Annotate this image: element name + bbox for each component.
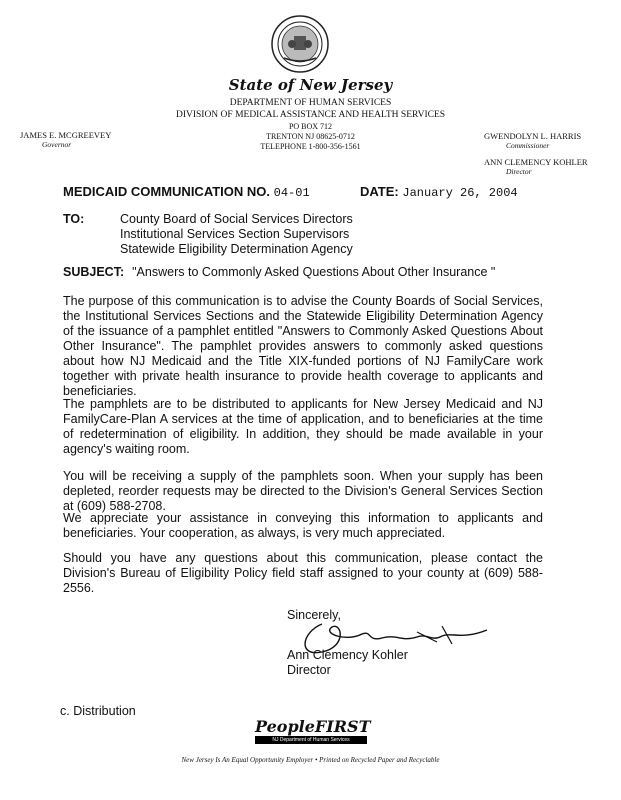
governor-name: JAMES E. MCGREEVEY xyxy=(20,130,112,140)
recipient: County Board of Social Services Directors xyxy=(120,212,353,226)
signer-name: Ann Clemency Kohler xyxy=(287,648,408,662)
commissioner-title: Commissioner xyxy=(506,140,550,150)
to-label: TO: xyxy=(63,212,85,226)
director-title: Director xyxy=(506,166,532,176)
communication-label: MEDICAID COMMUNICATION NO. xyxy=(63,184,271,199)
department-name: DEPARTMENT OF HUMAN SERVICES xyxy=(229,98,392,108)
footer: New Jersey Is An Equal Opportunity Employer • Printed on Recycled Paper and Recyclable xyxy=(181,756,440,764)
division-name: DIVISION OF MEDICAL ASSISTANCE AND HEALTH SERVICES xyxy=(175,110,446,120)
recipient: Statewide Eligibility Determination Agency xyxy=(120,242,353,256)
date-value: January 26, 2004 xyxy=(402,186,518,200)
body-paragraph: We appreciate your assistance in conveying this information to applicants and beneficiaries. Your cooperation, as always, is very much appreciated. xyxy=(63,511,543,540)
body-paragraph: Should you have any questions about this communication, please contact the Division's Bureau of Eligibility Policy field staff assigned to your county at (609) 588-2556. xyxy=(63,551,543,595)
distribution-note: c. Distribution xyxy=(60,704,136,718)
body-paragraph: The purpose of this communication is to advise the County Boards of Social Services, the Institutional Services Sections and the Statewide Eligibility Determination Agency of the issuance of a pamphlet entitled "Answers to Commonly Asked Questions About Other Insurance". The pamphlet provides answers to commonly asked questions about how NJ Medicaid and the Title XIX-funded portions of NJ FamilyCare work together with private health insurance to provide health coverage to applicants and beneficiaries. xyxy=(63,294,543,398)
date-line xyxy=(360,184,518,200)
people-first-logo xyxy=(255,717,371,748)
logo-sub: NJ Department of Human Services xyxy=(255,737,367,744)
to-recipients xyxy=(120,212,353,257)
governor-block xyxy=(20,131,111,149)
communication-number xyxy=(63,184,310,200)
city: TRENTON NJ 08625-0712 xyxy=(266,132,355,141)
director-name: ANN CLEMENCY KOHLER xyxy=(484,157,588,167)
recipient: Institutional Services Section Supervisors xyxy=(120,227,350,241)
logo-main: PeopleFIRST xyxy=(255,717,371,736)
subject-label: SUBJECT: xyxy=(63,265,125,279)
subject-text: "Answers to Commonly Asked Questions About Other Insurance " xyxy=(132,265,496,279)
commissioner-block xyxy=(484,132,581,150)
date-label: DATE: xyxy=(360,184,399,199)
commissioner-name: GWENDOLYN L. HARRIS xyxy=(484,131,582,141)
governor-title: Governor xyxy=(42,139,72,149)
subject-line xyxy=(63,265,495,279)
director-block xyxy=(484,158,588,176)
salutation: Sincerely, xyxy=(287,608,341,622)
po-box: PO BOX 712 xyxy=(288,122,333,131)
signer-title: Director xyxy=(287,663,331,677)
state-title: State of New Jersey xyxy=(228,76,393,94)
communication-no-value: 04-01 xyxy=(273,186,310,200)
body-paragraph: The pamphlets are to be distributed to applicants for New Jersey Medicaid and NJ FamilyCare-Plan A services at the time of application, and to beneficiaries at the time of redetermination of eligibility. In addition, they should be made available in your agency's waiting room. xyxy=(63,397,543,456)
state-seal xyxy=(270,14,330,74)
body-paragraph: You will be receiving a supply of the pamphlets soon. When your supply has been depleted, reorder requests may be directed to the Division's General Services Section at (609) 588-2708. xyxy=(63,469,543,513)
telephone: TELEPHONE 1-800-356-1561 xyxy=(260,142,361,151)
